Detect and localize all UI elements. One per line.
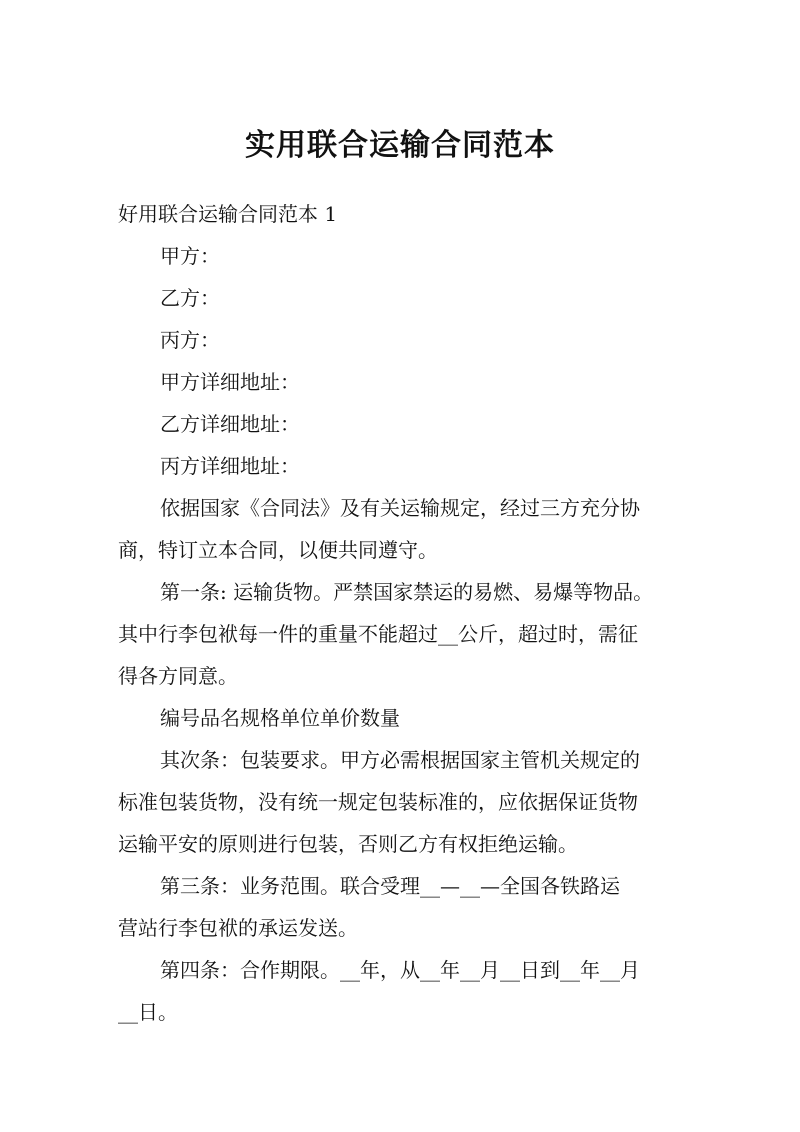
party-a-address-line: 甲方详细地址： bbox=[160, 370, 300, 394]
paragraph-line: 第一条: 运输货物。严禁国家禁运的易燃、易爆等物品。 bbox=[160, 580, 654, 604]
paragraph-line: 第四条：合作期限。__年，从__年__月__日到__年__月 bbox=[160, 958, 640, 982]
party-b-address-line: 乙方详细地址： bbox=[160, 412, 300, 436]
paragraph-line: 标准包装货物，没有统一规定包装标准的，应依据保证货物 bbox=[118, 790, 638, 814]
paragraph-line: 商，特订立本合同，以便共同遵守。 bbox=[118, 538, 438, 562]
paragraph-line: 其中行李包袱每一件的重量不能超过__公斤，超过时，需征 bbox=[118, 622, 638, 646]
party-c-address-line: 丙方详细地址： bbox=[160, 454, 300, 478]
paragraph-line: 依据国家《合同法》及有关运输规定，经过三方充分协 bbox=[160, 496, 640, 520]
document-subtitle: 好用联合运输合同范本 1 bbox=[118, 202, 338, 226]
paragraph-line: 得各方同意。 bbox=[118, 664, 238, 688]
paragraph-line: __日。 bbox=[118, 1000, 178, 1024]
table-header-line: 编号品名规格单位单价数量 bbox=[160, 706, 400, 730]
document-title: 实用联合运输合同范本 bbox=[245, 128, 555, 163]
paragraph-line: 其次条：包装要求。甲方必需根据国家主管机关规定的 bbox=[160, 748, 640, 772]
party-c-line: 丙方： bbox=[160, 328, 220, 352]
paragraph-line: 运输平安的原则进行包装，否则乙方有权拒绝运输。 bbox=[118, 832, 578, 856]
paragraph-line: 第三条：业务范围。联合受理__—__—全国各铁路运 bbox=[160, 874, 620, 898]
paragraph-line: 营站行李包袱的承运发送。 bbox=[118, 916, 358, 940]
party-b-line: 乙方： bbox=[160, 286, 220, 310]
party-a-line: 甲方： bbox=[160, 244, 220, 268]
